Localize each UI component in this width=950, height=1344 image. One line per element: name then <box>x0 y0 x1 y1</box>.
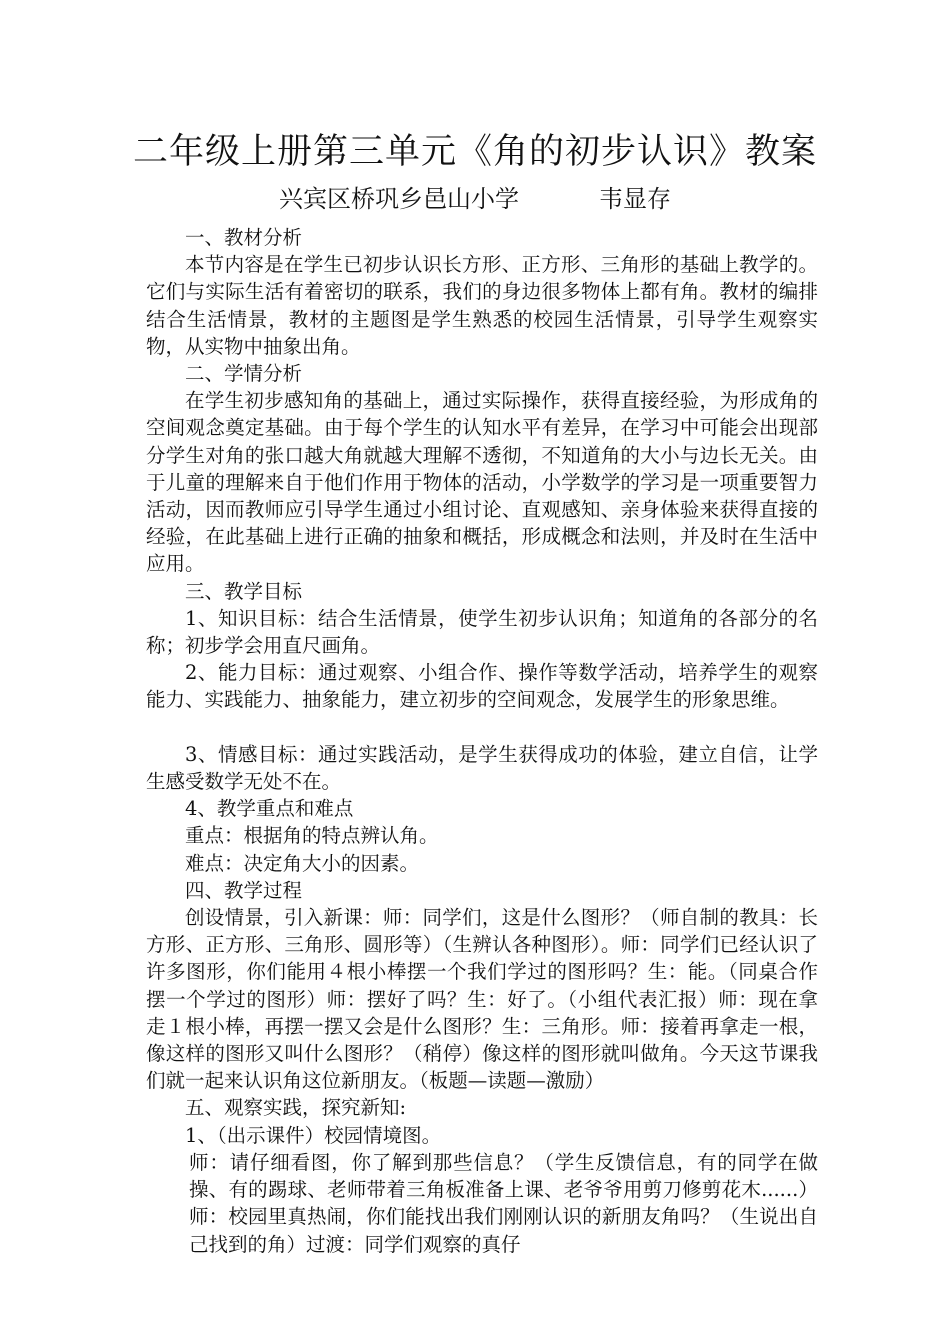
blank-line <box>146 714 818 741</box>
page-title: 二年级上册第三单元《角的初步认识》教案 <box>132 132 817 172</box>
paragraph-students: 在学生初步感知角的基础上，通过实际操作，获得直接经验，为形成角的空间观念奠定基础。由于每个学生的认知水平有差异，在学习中可能会出现部分学生对角的张口越大角就越大理解不透彻，不知道角的大小与边长无关。由于儿童的理解来自于他们作用于物体的活动，小学数学的学习是一项重要智力活动，因而教师应引导学生通过小组讨论、直观感知、亲身体验来获得直接的经验，在此基础上进行正确的抽象和概括，形成概念和法则，并及时在生活中应用。 <box>146 389 818 576</box>
section-heading-students: 二、学情分析 <box>185 362 303 386</box>
section-heading-process: 四、教学过程 <box>185 878 303 902</box>
paragraph-analysis: 本节内容是在学生已初步认识长方形、正方形、三角形的基础上教学的。它们与实际生活有着密切的联系，我们的身边很多物体上都有角。教材的编排结合生活情景，教材的主题图是学生熟悉的校园生活情景，引导学生观察实物，从实物中抽象出角。 <box>146 253 818 358</box>
teacher-name: 韦显存 <box>599 185 671 213</box>
paragraph-intro: 创设情景，引入新课：师：同学们，这是什么图形？（师自制的教具：长方形、正方形、三角形、圆形等）（生辨认各种图形）。师：同学们已经认识了许多图形，你们能用４根小棒摆一个我们学过的图形吗？生：能。（同桌合作摆一个学过的图形）师：摆好了吗？生：好了。（小组代表汇报）师：现在拿走１根小棒，再摆一摆又会是什么图形？生：三角形。师：接着再拿走一根，像这样的图形又叫什么图形？（稍停）像这样的图形就叫做角。今天这节课我们就一起来认识角这位新朋友。（板题—读题—激励） <box>146 906 818 1093</box>
paragraph-step-1: 1、（出示课件）校园情境图。 <box>185 1123 442 1147</box>
document-body <box>146 224 818 1258</box>
paragraph-goal-knowledge: 1、知识目标：结合生活情景，使学生初步认识角；知道角的各部分的名称；初步学会用直尺画角。 <box>146 606 818 658</box>
section-heading-keypoints: 4、教学重点和难点 <box>185 797 354 821</box>
school-name: 兴宾区桥巩乡邑山小学 <box>279 185 519 213</box>
section-heading-practice: 五、观察实践，探究新知: <box>185 1096 407 1120</box>
paragraph-goal-emotion: 3、情感目标：通过实践活动，是学生获得成功的体验，建立自信，让学生感受数学无处不在。 <box>146 742 818 794</box>
author-line <box>0 182 950 216</box>
paragraph-keypoint: 重点：根据角的特点辨认角。 <box>185 824 439 848</box>
paragraph-goal-ability: 2、能力目标：通过观察、小组合作、操作等数学活动，培养学生的观察能力、实践能力、抽象能力，建立初步的空间观念，发展学生的形象思维。 <box>146 661 818 712</box>
section-heading-goals: 三、教学目标 <box>185 579 303 603</box>
section-heading-analysis: 一、教材分析 <box>185 226 303 249</box>
paragraph-difficulty: 难点：决定角大小的因素。 <box>185 851 420 875</box>
paragraph-observe: 师：请仔细看图，你了解到那些信息？（学生反馈信息，有的同学在做操、有的踢球、老师带着三角板准备上课、老爷爷用剪刀修剪花木......）师：校园里真热闹，你们能找出我们刚刚认识的新朋友角吗？（生说出自己找到的角）过渡：同学们观察的真仔 <box>189 1150 818 1256</box>
